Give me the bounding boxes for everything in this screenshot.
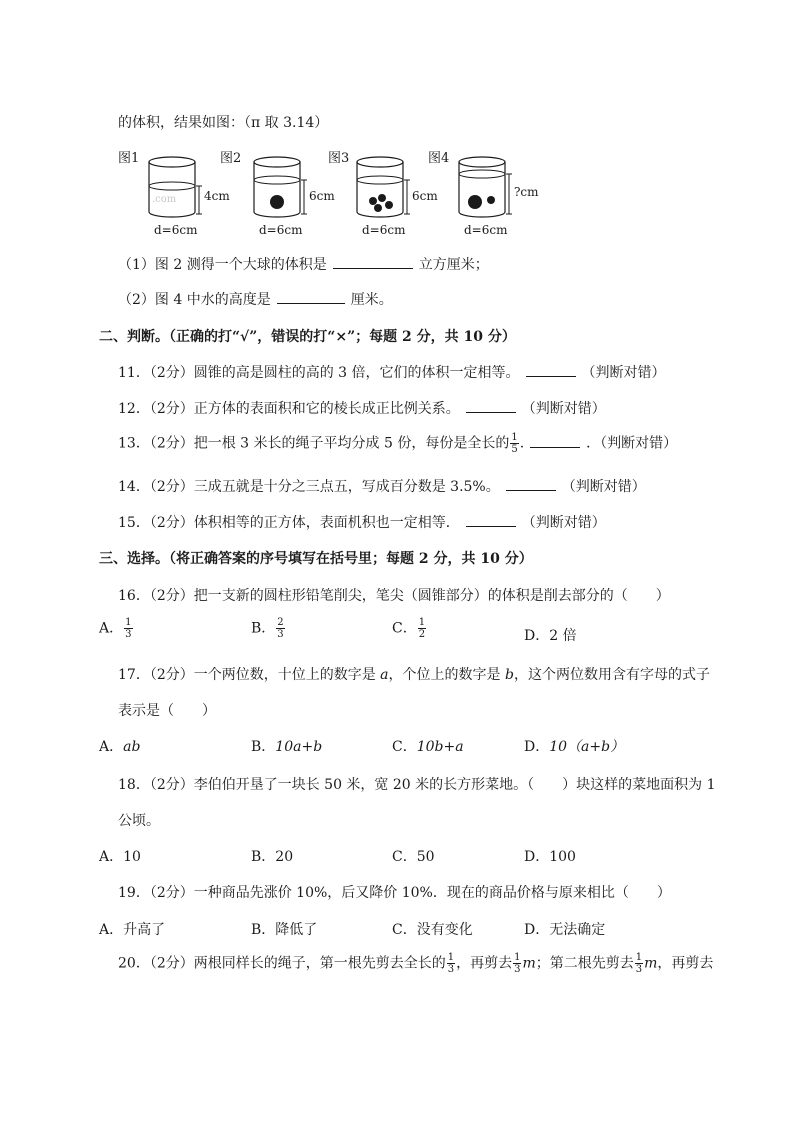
cylinder-4-diameter: d=6cm <box>464 223 508 237</box>
cylinder-figures <box>140 150 560 240</box>
cylinder-1 <box>149 157 230 237</box>
option-19-b[interactable]: B．降低了 <box>251 922 318 938</box>
small-ball <box>374 204 382 212</box>
question-17-stem-line1: 17．（2分）一个两位数，十位上的数字是 a，个位上的数字是 b，这个两位数用含有字母的式子 <box>118 667 710 683</box>
question-16-stem: 16．（2分）把一支新的圆柱形铅笔削尖，笔尖（圆锥部分）的体积是削去部分的（ ） <box>118 588 670 604</box>
section-3-title: 三、选择。（将正确答案的序号填写在括号里；每题 2 分，共 10 分） <box>99 551 533 567</box>
fraction: $\frac{1}{3}$ <box>514 952 521 975</box>
small-ball <box>378 194 386 202</box>
question-14: 14．（2分）三成五就是十分之三点五，写成百分数是 3.5%。 （判断对错） <box>118 476 646 496</box>
option-19-c[interactable]: C．没有变化 <box>392 922 473 938</box>
option-19-a[interactable]: A．升高了 <box>99 922 166 938</box>
question-20-stem: 20．（2分）两根同样长的绳子，第一根先剪去全长的 $\frac{1}{3}$ ，再剪去 $\frac{1}{3}$ m；第二根先剪去 $\frac{1}{3}$ m，再剪去 <box>118 952 714 975</box>
question-15: 15．（2分）体积相等的正方体，表面机积也一定相等． （判断对错） <box>118 512 606 532</box>
question-18-stem-line2: 公顷。 <box>118 813 160 829</box>
option-18-b[interactable]: B．20 <box>251 849 294 865</box>
figure-3-label: 图3 <box>328 151 350 166</box>
sub-question-2: （2）图 4 中水的高度是 厘米。 <box>118 289 393 309</box>
cylinder-4-height: ?cm <box>514 185 539 199</box>
figure-4-label: 图4 <box>428 151 450 166</box>
sub-question-1: （1）图 2 测得一个大球的体积是 立方厘米； <box>118 254 489 274</box>
option-17-a[interactable]: A．ab <box>99 739 141 755</box>
large-ball <box>270 195 284 209</box>
option-19-d[interactable]: D．无法确定 <box>524 922 606 938</box>
fraction: $\frac{1}{3}$ <box>125 617 132 640</box>
figure-1-label: 图1 <box>118 151 140 166</box>
figure-2-label: 图2 <box>220 151 242 166</box>
large-ball <box>468 195 482 209</box>
option-16-d[interactable]: D．2 倍 <box>524 628 577 644</box>
fraction: $\frac{1}{5}$ <box>511 432 518 455</box>
question-19-stem: 19．（2分）一种商品先涨价 10%，后又降价 10%．现在的商品价格与原来相比（ ） <box>118 885 671 901</box>
cylinder-1-diameter: d=6cm <box>154 223 198 237</box>
cylinder-3-diameter: d=6cm <box>362 223 406 237</box>
question-12: 12．（2分）正方体的表面积和它的棱长成正比例关系。 （判断对错） <box>118 398 606 418</box>
option-17-b[interactable]: B．10a+b <box>251 739 323 755</box>
cylinder-3 <box>357 157 438 237</box>
option-16-c[interactable]: C． $\frac{1}{2}$ <box>392 617 426 640</box>
cylinder-3-height: 6cm <box>412 189 438 203</box>
fraction: $\frac{1}{3}$ <box>447 952 455 975</box>
answer-blank[interactable] <box>333 254 413 269</box>
cylinder-2 <box>254 157 335 237</box>
option-18-d[interactable]: D．100 <box>524 849 576 865</box>
question-13: 13．（2分）把一根 3 米长的绳子平均分成 5 份，每份是全长的 $\frac{1}{5}$ . ．（判断对错） <box>118 432 678 455</box>
fraction: $\frac{1}{2}$ <box>418 617 426 640</box>
watermark: .com <box>152 194 177 205</box>
answer-blank[interactable] <box>277 289 345 304</box>
option-16-b[interactable]: B． $\frac{2}{3}$ <box>251 617 284 640</box>
answer-blank[interactable] <box>466 512 516 527</box>
answer-blank[interactable] <box>466 398 516 413</box>
small-ball <box>385 201 393 209</box>
option-18-a[interactable]: A．10 <box>99 849 141 865</box>
cylinder-2-height: 6cm <box>309 189 335 203</box>
option-16-a[interactable]: A． $\frac{1}{3}$ <box>99 617 132 640</box>
cylinder-4 <box>459 157 539 237</box>
option-17-c[interactable]: C．10b+a <box>392 739 464 755</box>
intro-line: 的体积，结果如图：（π 取 3.14） <box>118 115 329 131</box>
answer-blank[interactable] <box>526 362 576 377</box>
question-18-stem-line1: 18．（2分）李伯伯开垦了一块长 50 米，宽 20 米的长方形菜地。（ ）块这样的菜地面积为 1 <box>118 777 716 793</box>
question-17-stem-line2: 表示是（ ） <box>118 703 216 719</box>
small-ball <box>369 197 377 205</box>
answer-blank[interactable] <box>530 433 580 448</box>
fraction: $\frac{1}{3}$ <box>635 952 643 975</box>
small-ball <box>487 196 495 204</box>
answer-blank[interactable] <box>506 476 556 491</box>
fraction: $\frac{2}{3}$ <box>277 617 284 640</box>
option-18-c[interactable]: C．50 <box>392 849 435 865</box>
question-11: 11．（2分）圆锥的高是圆柱的高的 3 倍，它们的体积一定相等。 （判断对错） <box>118 362 666 382</box>
option-17-d[interactable]: D．10（a+b） <box>524 739 625 755</box>
cylinder-1-height: 4cm <box>204 189 230 203</box>
cylinder-2-diameter: d=6cm <box>259 223 303 237</box>
section-2-title: 二、判断。（正确的打“√”，错误的打“×”；每题 2 分，共 10 分） <box>99 329 516 345</box>
